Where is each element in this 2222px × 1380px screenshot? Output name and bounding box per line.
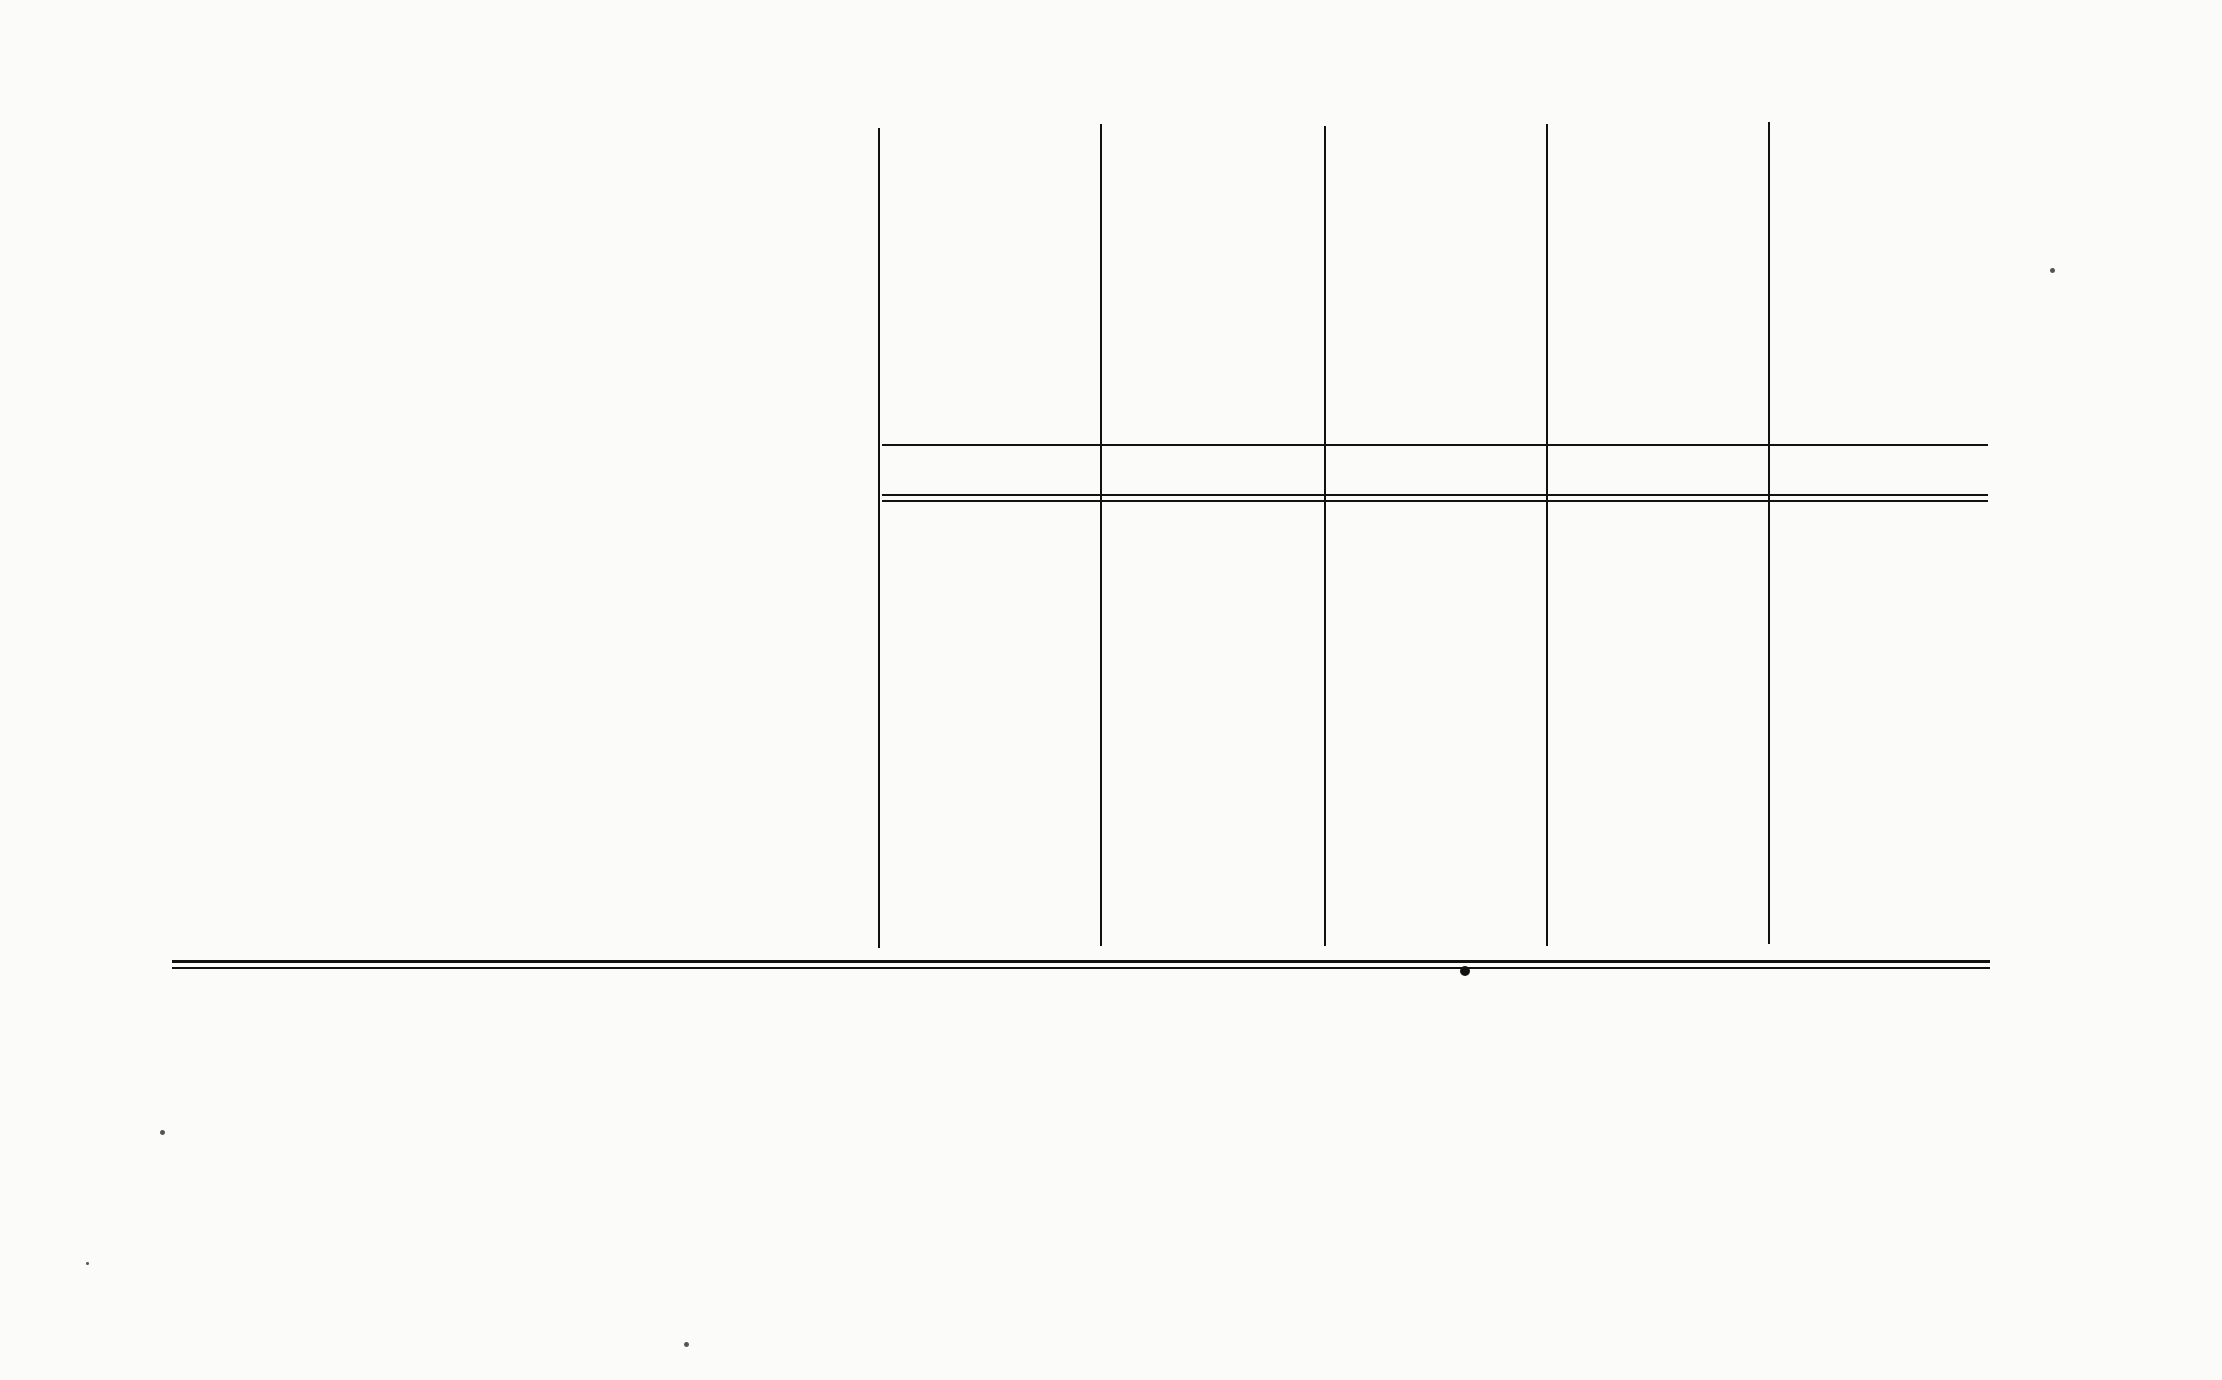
total-rule-top bbox=[882, 444, 1988, 446]
scan-speck bbox=[160, 1130, 165, 1135]
column-rule bbox=[878, 128, 880, 948]
column-rule bbox=[1768, 122, 1770, 944]
scan-speck bbox=[86, 1262, 89, 1265]
total-rule-bottom bbox=[882, 494, 1988, 496]
scan-speck bbox=[1460, 966, 1470, 976]
scan-speck bbox=[2050, 268, 2055, 273]
column-rule bbox=[1546, 124, 1548, 946]
total-rule-bottom-2 bbox=[882, 500, 1988, 502]
column-rule bbox=[1324, 126, 1326, 946]
column-rule bbox=[1100, 124, 1102, 946]
scan-speck bbox=[684, 1342, 689, 1347]
bottom-rule bbox=[172, 960, 1990, 963]
bottom-rule-2 bbox=[172, 967, 1990, 969]
